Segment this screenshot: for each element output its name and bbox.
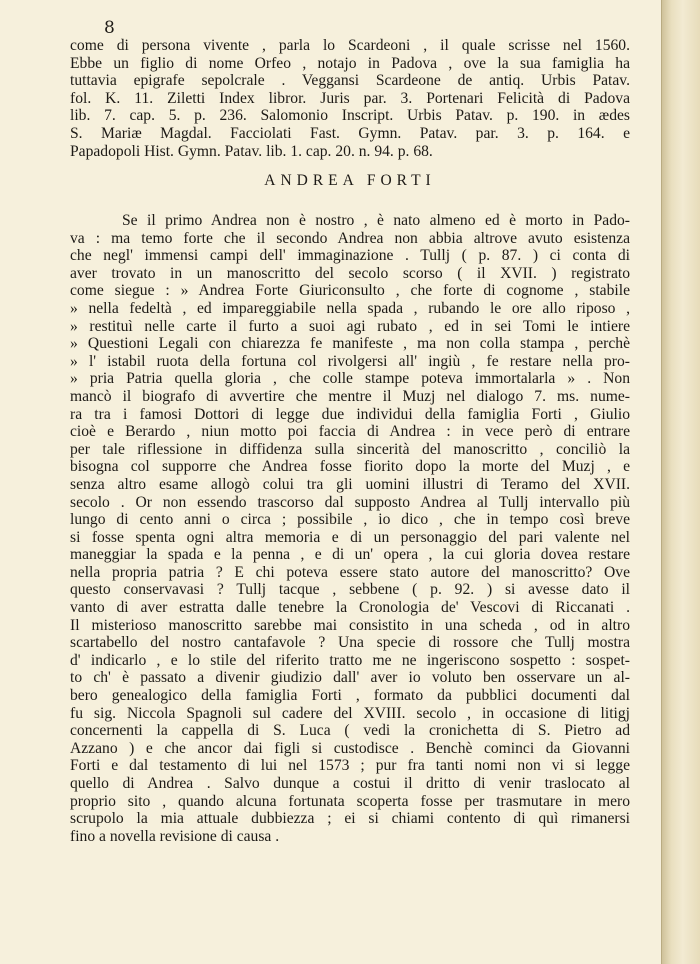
text-line: secolo . Or non essendo trascorso dal supposto Andrea al Tullj intervallo più bbox=[70, 493, 630, 511]
text-line: Il misterioso manoscritto sarebbe mai consistito in una scheda , od in altro bbox=[70, 616, 630, 634]
text-line: cioè e Berardo , niun motto poi faccia di Andrea : in vece però di entrare bbox=[70, 423, 630, 441]
text-line: tuttavia epigrafe sepolcrale . Veggansi Scardeone de antiq. Urbis Patav. bbox=[70, 72, 630, 90]
body-paragraph bbox=[70, 212, 630, 845]
text-line: si fosse spenta ogni altra memoria e di un personaggio del pari valente nel bbox=[70, 528, 630, 546]
text-line: lungo di cento anni o circa ; possibile , io dico , che in tempo così breve bbox=[70, 511, 630, 529]
text-line: » Questioni Legali con chiarezza fe manifeste , ma non colla stampa , perchè bbox=[70, 335, 630, 353]
text-line: quello di Andrea . Salvo dunque a costui il dritto di venir traslocato al bbox=[70, 775, 630, 792]
text-line: fino a novella revisione di causa . bbox=[70, 827, 280, 845]
text-line: proprio sito , quando alcuna fortunata scoperta fosse per trasmutare in mero bbox=[70, 792, 630, 810]
text-line: bisogna col supporre che Andrea fosse fiorito dopo la morte del Muzj , e bbox=[70, 458, 630, 476]
text-line: per tale riflessione in diffidenza sulla sincerità del manoscritto , conciliò la bbox=[70, 440, 630, 458]
text-line: va : ma temo forte che il secondo Andrea non abbia altrove avuto esistenza bbox=[70, 229, 630, 247]
text-line: d' indicarlo , e lo stile del riferito tratto me ne ingeriscono sospetto : sospet- bbox=[70, 651, 630, 669]
text-line: » nella fedeltà , ed impareggiabile nella spada , rubando le ore allo riposo , bbox=[70, 299, 630, 317]
text-line: » pria Patria quella gloria , che colle stampe poteva immortalarla » . Non bbox=[70, 370, 630, 388]
text-line: scartabello del nostro cantafavole ? Una specie di rossore che Tullj mostra bbox=[70, 634, 630, 652]
text-line: to ch' è passato a divenir giudizio dall' aver io voluto ben osservare un al- bbox=[70, 669, 630, 687]
page-edge bbox=[661, 0, 700, 964]
text-line: Papadopoli Hist. Gymn. Patav. lib. 1. cap. 20. n. 94. p. 68. bbox=[70, 142, 433, 160]
text-line: lib. 7. cap. 5. p. 236. Salomonio Inscript. Urbis Patav. p. 190. in ædes bbox=[70, 107, 630, 125]
text-line: Azzano ) e che ancor dai figli si custodisce . Benchè cominci da Giovanni bbox=[70, 739, 630, 757]
text-line: scrupolo la mia attuale dubbiezza ; ei si chiami contento di quì rimanersi bbox=[70, 810, 630, 828]
text-line: Ebbe un figlio di nome Orfeo , notajo in Padova , ove la sua famiglia ha bbox=[70, 54, 630, 72]
text-line: » l' istabil ruota della fortuna col rivolgersi all' ingiù , fe restare nella pro- bbox=[70, 352, 630, 370]
text-line: S. Mariæ Magdal. Facciolati Fast. Gymn. Patav. par. 3. p. 164. e bbox=[70, 124, 630, 142]
text-line: senza altro esame allogò colui tra gli uomini illustri di Teramo del XVII. bbox=[70, 475, 630, 493]
text-line: bero genealogico della famiglia Forti , formato da pubblici documenti dal bbox=[70, 687, 630, 705]
text-line: maneggiar la spada e la penna , e di un' opera , la cui gloria dovea restare bbox=[70, 546, 630, 564]
text-line: ra tra i famosi Dottori di legge due individui della famiglia Forti , Giulio bbox=[70, 405, 630, 423]
text-line: come di persona vivente , parla lo Scardeoni , il quale scrisse nel 1560. bbox=[70, 37, 630, 54]
text-line: fu sig. Niccola Spagnoli sul cadere del XVIII. secolo , in occasione di litigj bbox=[70, 704, 630, 722]
text-line: questo conservavasi ? Tullj tacque , sebbene ( p. 92. ) si avesse dato il bbox=[70, 581, 630, 599]
page-number: 8 bbox=[104, 18, 115, 38]
bibliography-paragraph bbox=[70, 37, 630, 160]
text-line: nella propria patria ? E chi poteva essere stato autore del manoscritto? Ove bbox=[70, 563, 630, 581]
text-line: aver trovato in un manoscritto del secolo scorso ( il XVII. ) registrato bbox=[70, 264, 630, 282]
text-line: che negl' immensi campi dell' immaginazione . Tullj ( p. 87. ) ci conta di bbox=[70, 247, 630, 265]
text-line: vanto di aver estratta dalle tenebre la Cronologia de' Vescovi di Riccanati . bbox=[70, 599, 630, 617]
text-line: » restituì nelle carte il furto a suoi agi rubato , ed in sei Tomi le intiere bbox=[70, 317, 630, 335]
text-line: Forti e dal testamento di lui nel 1573 ; pur fra tanti nomi non vi si legge bbox=[70, 757, 630, 775]
text-line: mancò il biografo di avvertire che mentre il Muzj nel dialogo 7. ms. nume- bbox=[70, 387, 630, 405]
text-line: come siegue : » Andrea Forte Giuriconsulto , che forte di cognome , stabile bbox=[70, 282, 630, 300]
text-line: concernenti la cappella di S. Luca ( vedi la cronichetta di S. Pietro ad bbox=[70, 722, 630, 740]
text-line: Se il primo Andrea non è nostro , è nato almeno ed è morto in Pado- bbox=[122, 212, 630, 229]
text-line: fol. K. 11. Ziletti Index libror. Juris par. 3. Portenari Felicità di Padova bbox=[70, 89, 630, 107]
section-heading: ANDREA FORTI bbox=[264, 172, 436, 189]
